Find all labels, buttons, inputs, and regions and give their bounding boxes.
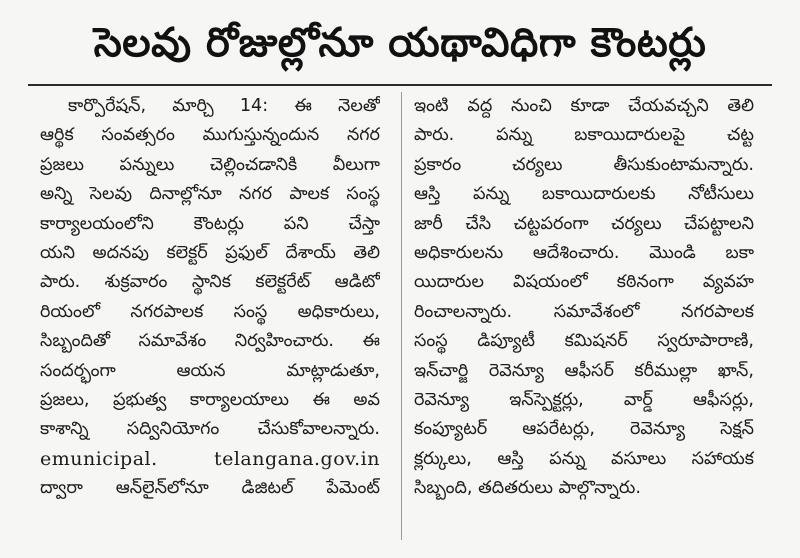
article-column-right xyxy=(414,92,754,504)
text-line: సందర్భంగా ఆయన మాట్లాడుతూ, xyxy=(40,360,380,381)
text-line: ప్రజలు పన్నులు చెల్లించడానికి వీలుగా xyxy=(40,154,380,175)
website-url-line: emunicipal. telangana.gov.in xyxy=(40,447,380,470)
text-line: యని అదనపు కలెక్టర్ ప్రఫుల్ దేశాయ్ తెలి xyxy=(40,243,380,264)
text-line: రెవెన్యూ ఇన్‌స్పెక్టర్లు, వార్డ్ ఆఫీసర్లు, xyxy=(414,390,754,411)
text-line: ఆస్తి పన్ను బకాయిదారులకు నోటీసులు xyxy=(414,184,754,205)
text-line: పారు. శుక్రవారం స్థానిక కలెక్టరేట్ ఆడిటో xyxy=(40,272,380,293)
article-column-left xyxy=(40,92,380,504)
text-line: యిదారుల విషయంలో కఠినంగా వ్యవహ xyxy=(414,272,754,293)
text-line: సిబ్బంది, తదితరులు పాల్గొన్నారు. xyxy=(414,478,641,499)
text-line: అన్ని సెలవు దినాల్లోనూ నగర పాలక సంస్థ xyxy=(40,184,380,205)
text-line: ద్వారా ఆన్‌లైన్‌లోనూ డిజిటల్ పేమెంట్ xyxy=(40,478,380,499)
text-line: రియంలో నగరపాలక సంస్థ అధికారులు, xyxy=(40,301,380,322)
text-line: పారు. పన్ను బకాయిదారులపై చట్ట xyxy=(414,125,754,146)
text-line: క్లర్కులు, ఆస్తి పన్ను వసూలు సహాయక xyxy=(414,448,754,469)
text-line: జారీ చేసి చట్టపరంగా చర్యలు చేపట్టాలని xyxy=(414,213,754,234)
text-line: అధికారులను ఆదేశించారు. మొండి బకా xyxy=(414,243,754,264)
text-line: కార్పొరేషన్, మార్చి 14: ఈ నెలతో xyxy=(68,96,380,116)
text-line: రించాలన్నారు. సమావేశంలో నగరపాలక xyxy=(414,301,754,322)
headline-rule xyxy=(28,84,772,86)
text-line: ఇన్‌చార్జి రెవెన్యూ ఆఫీసర్ కరీముల్లా ఖాన్, xyxy=(414,360,754,381)
text-line: సిబ్బందితో సమావేశం నిర్వహించారు. ఈ xyxy=(40,331,380,352)
text-line: ప్రకారం చర్యలు తీసుకుంటామన్నారు. xyxy=(414,154,754,175)
text-line: కాశాన్ని సద్వినియోగం చేసుకోవాలన్నారు. xyxy=(40,419,380,440)
text-line: కంప్యూటర్ ఆపరేటర్లు, రెవెన్యూ సెక్షన్ xyxy=(414,419,754,440)
text-line: సంస్థ డిప్యూటీ కమిషనర్ స్వరూపారాణి, xyxy=(414,331,754,352)
headline: సెలవు రోజుల్లోనూ యథావిధిగా కౌంటర్లు xyxy=(93,20,707,66)
text-line: కార్యాలయంలోని కౌంటర్లు పని చేస్తా xyxy=(40,213,380,234)
text-line: ఆర్థిక సంవత్సరం ముగుస్తున్నందున నగర xyxy=(40,125,380,146)
text-line: ఇంటి వద్ద నుంచి కూడా చేయవచ్చని తెలి xyxy=(414,96,754,116)
text-line: ప్రజలు, ప్రభుత్వ కార్యాలయాలు ఈ అవ xyxy=(40,390,380,411)
column-divider xyxy=(401,92,402,540)
